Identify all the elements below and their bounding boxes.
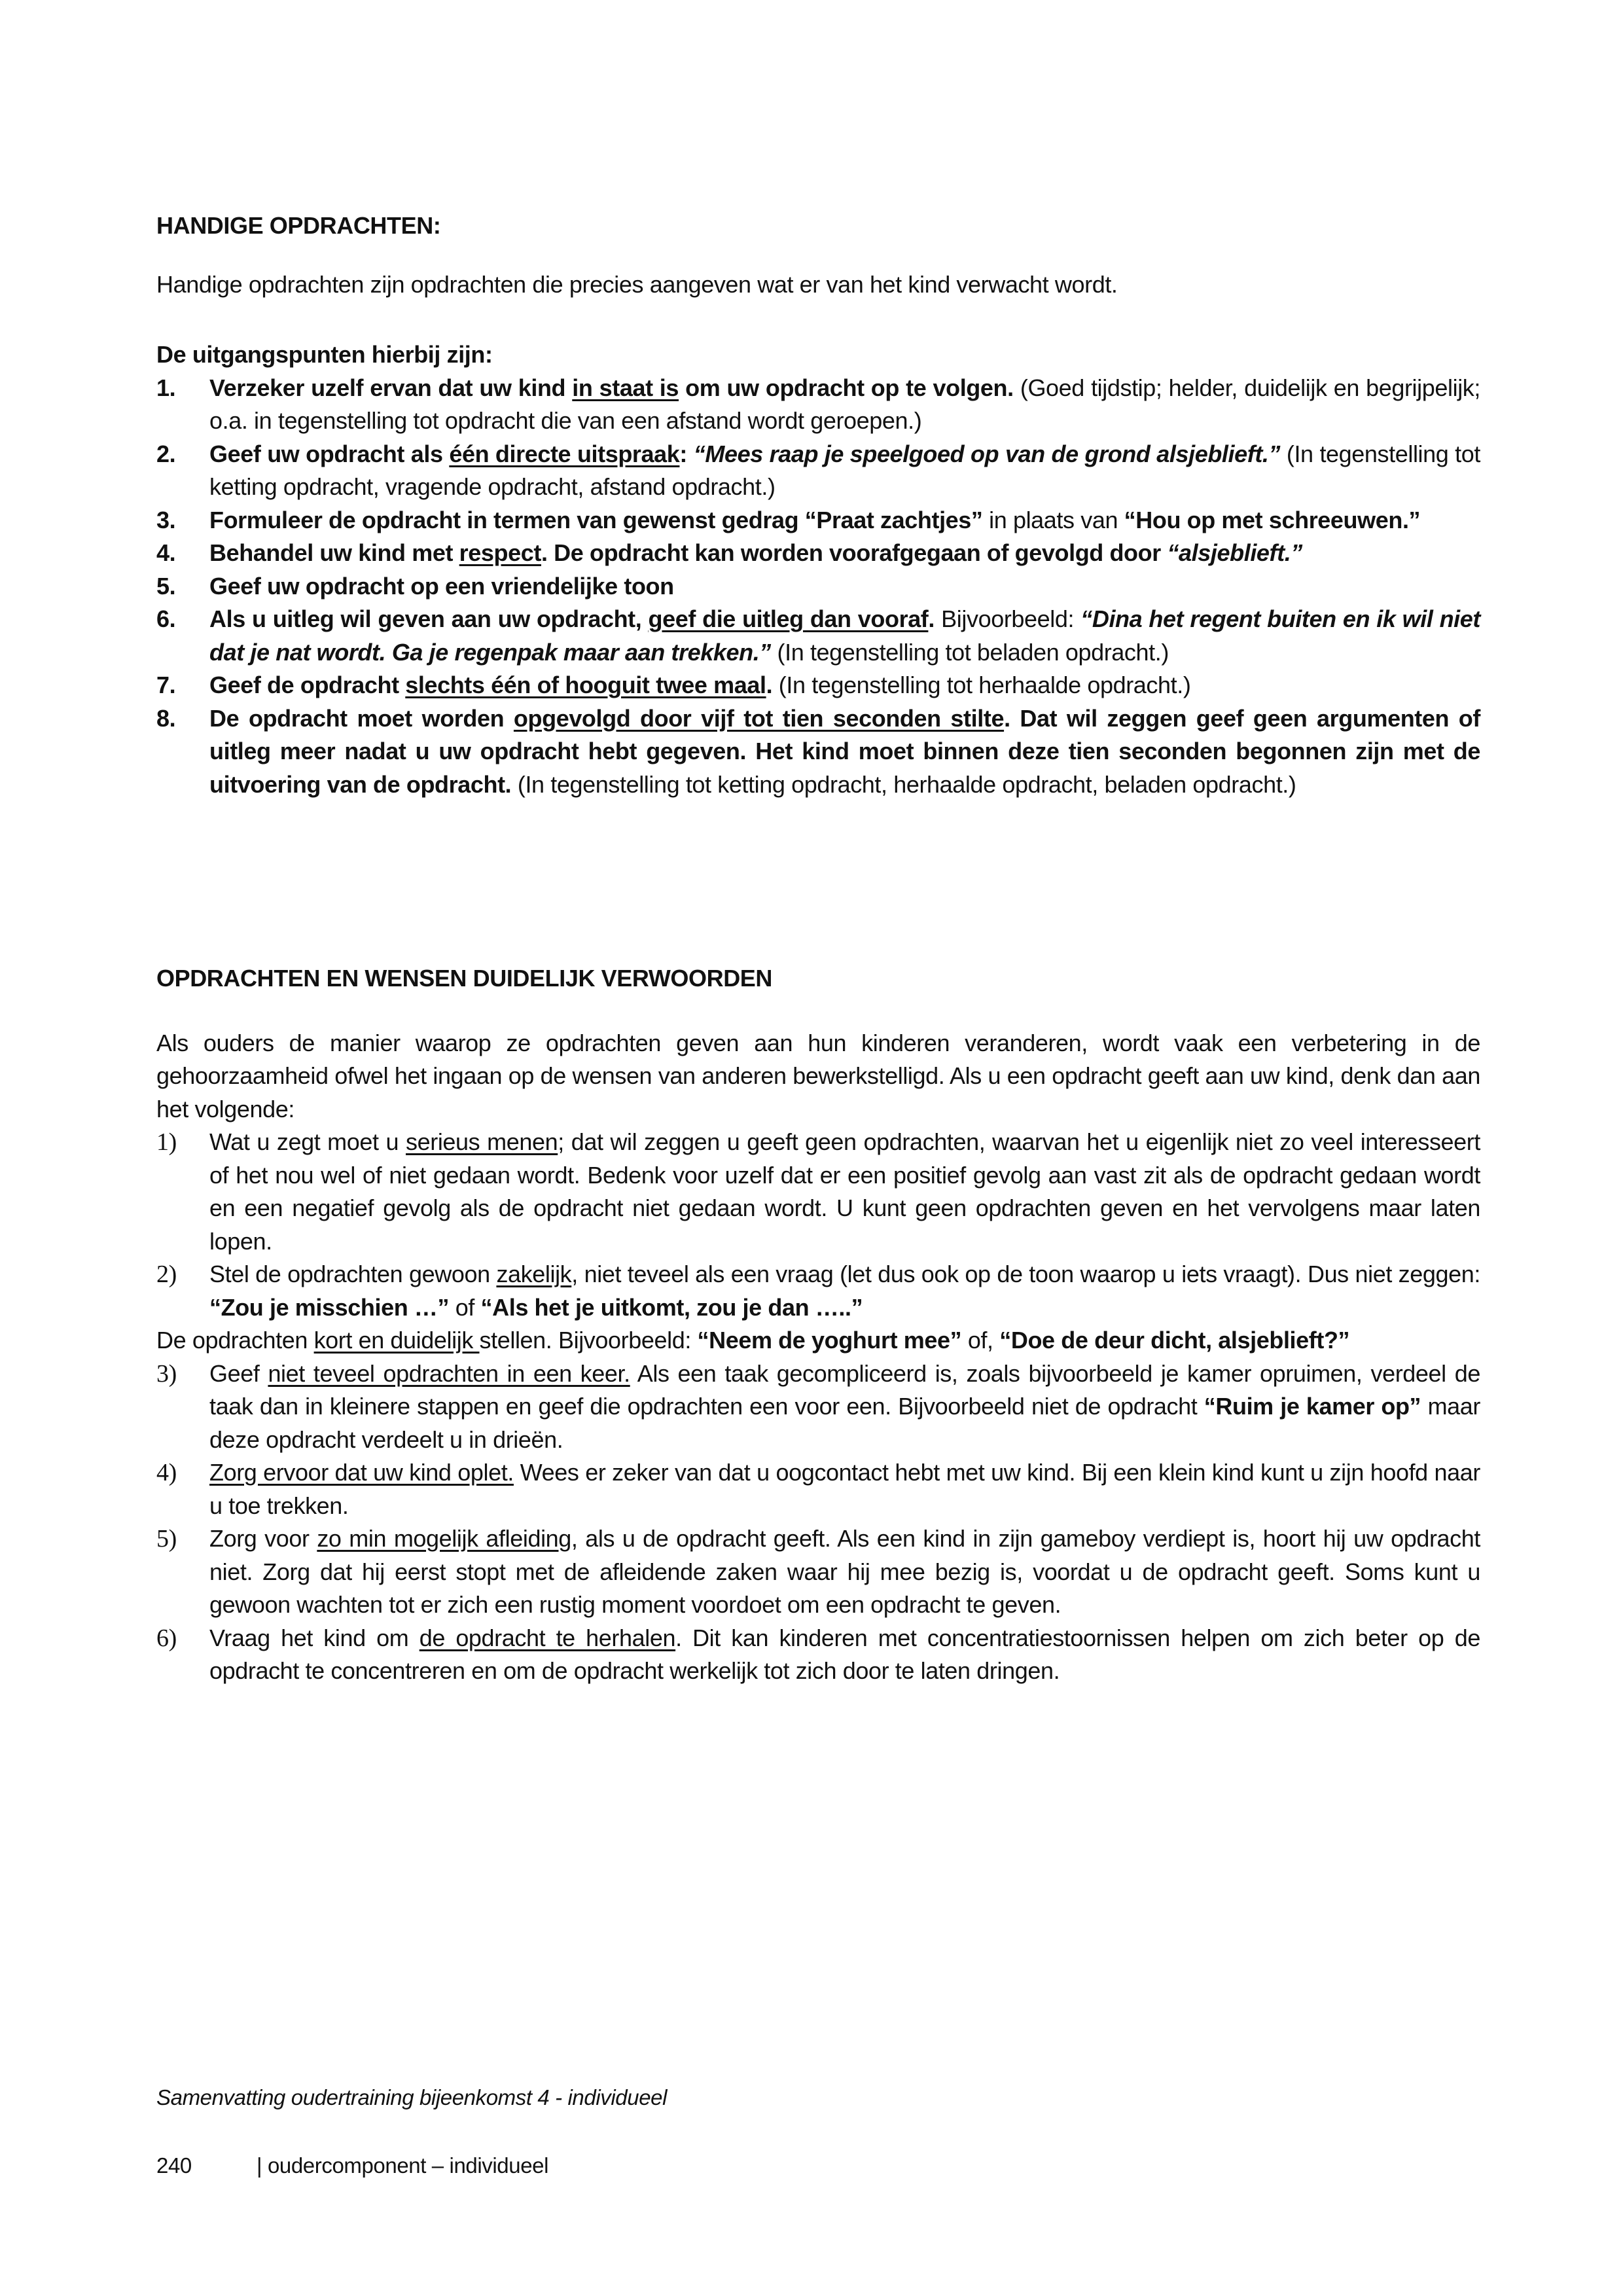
intro-paragraph: Handige opdrachten zijn opdrachten die precies aangeven wat er van het kind verwacht wordt. (156, 270, 1118, 298)
footer-page-info (156, 2153, 549, 2178)
text-segment: Formuleer de opdracht in termen van gewenst gedrag “Praat zachtjes” (209, 506, 983, 533)
list-number: 3. (156, 506, 176, 533)
text-segment: Zorg voor (209, 1525, 317, 1552)
footer-title: Samenvatting oudertraining bijeenkomst 4 - individueel (156, 2085, 668, 2109)
text-segment: slechts één of hooguit twee maal (405, 672, 766, 698)
text-segment: geef die uitleg dan vooraf (648, 605, 929, 632)
text-segment: Wees er zeker van dat u oogcontact hebt met uw kind. Bij een klein kind kunt u zijn hoofd naar u toe trekken. (209, 1459, 1480, 1519)
list-number: 4. (156, 539, 176, 566)
text-segment: respect (459, 539, 541, 566)
text-segment: . Dat wil zeggen geef geen argumenten of uitleg meer nadat u uw opdracht hebt gegeven. Het kind moet binnen deze tien seconden begonnen zijn met de uitvoering van de opdracht. (209, 704, 1480, 798)
text-segment: . (928, 605, 935, 632)
text-segment: Wat u zegt moet u (209, 1128, 406, 1155)
section-heading: OPDRACHTEN EN WENSEN DUIDELIJK VERWOORDEN (156, 965, 773, 992)
text-segment: , niet teveel als een vraag (let dus ook op de toon waarop u iets vraagt). Dus niet zeggen: (571, 1261, 1480, 1287)
text-segment: “Hou op met schreeuwen.” (1124, 506, 1421, 533)
text-segment: Stel de opdrachten gewoon (209, 1261, 497, 1287)
text-segment: (In tegenstelling tot ketting opdracht, vragende opdracht, afstand opdracht.) (209, 440, 1480, 500)
page-number: 240 (156, 2153, 192, 2178)
list-item (156, 702, 1480, 802)
text-segment: “Mees raap je speelgoed op van de grond alsjeblieft.” (693, 440, 1281, 467)
text-segment: (In tegenstelling tot ketting opdracht, herhaalde opdracht, beladen opdracht.) (511, 770, 1296, 798)
text-segment: . De opdracht kan worden voorafgegaan of gevolgd door (541, 539, 1168, 566)
section-heading: HANDIGE OPDRACHTEN: (156, 212, 441, 239)
list-item (156, 603, 1480, 669)
list-number: 3) (156, 1359, 177, 1388)
list-number: 8. (156, 704, 176, 732)
text-segment: “alsjeblieft.” (1167, 539, 1302, 566)
text-segment: in plaats van (982, 506, 1124, 533)
section-handige-opdrachten (156, 209, 1480, 801)
text-segment: Geef (209, 1359, 268, 1387)
text-segment: Verzeker uzelf ervan dat uw kind (209, 374, 573, 401)
text-segment: (In tegenstelling tot herhaalde opdracht.) (772, 672, 1191, 698)
list-number: 1. (156, 374, 176, 401)
list-number: 6) (156, 1624, 177, 1652)
list-item (156, 438, 1480, 504)
text-segment: Als u uitleg wil geven aan uw opdracht, (209, 605, 649, 632)
list-item (156, 1126, 1480, 1258)
list-number: 2. (156, 440, 176, 467)
text-segment: “Doe de deur dicht, alsjeblieft?” (999, 1327, 1350, 1354)
text-segment: serieus menen (406, 1128, 558, 1155)
principles-list (156, 372, 1480, 802)
text-segment: “Ruim je kamer op” (1204, 1393, 1421, 1420)
list-item (156, 1522, 1480, 1622)
list-item (156, 669, 1480, 702)
text-segment: “Neem de yoghurt mee” (697, 1327, 962, 1354)
text-segment: Behandel uw kind met (209, 539, 459, 566)
text-segment: kort en duidelijk (313, 1327, 480, 1354)
list-item (156, 570, 1480, 603)
text-segment: zakelijk (496, 1261, 572, 1287)
text-segment: stellen. Bijvoorbeeld: (479, 1327, 698, 1354)
list-number: 5) (156, 1525, 177, 1552)
list-item (156, 537, 1480, 570)
text-segment: “Als het je uitkomt, zou je dan …..” (480, 1293, 863, 1321)
list-number: 2) (156, 1261, 177, 1288)
subheading: De uitgangspunten hierbij zijn: (156, 341, 493, 368)
text-segment: : (679, 440, 694, 467)
list-number: 5. (156, 572, 176, 600)
text-segment: Als een taak gecompliceerd is, zoals bijvoorbeeld je kamer opruimen, verdeel de taak dan in kleinere stappen en geef die opdrachten een voor een. Bijvoorbeeld niet de opdracht (209, 1359, 1480, 1420)
text-segment: (In tegenstelling tot beladen opdracht.) (770, 638, 1169, 666)
list-item (156, 1324, 1480, 1357)
list-number: 7. (156, 672, 176, 698)
list-number: 4) (156, 1459, 177, 1486)
text-segment: Zorg ervoor dat uw kind oplet. (209, 1459, 514, 1486)
text-segment: De opdrachten (156, 1327, 314, 1354)
list-item (156, 1456, 1480, 1522)
text-segment: . (766, 672, 773, 698)
list-item (156, 1357, 1480, 1457)
section-opdrachten-verwoorden (156, 962, 1480, 1688)
text-segment: maar deze opdracht verdeelt u in drieën. (209, 1393, 1480, 1453)
text-segment: Geef de opdracht (209, 672, 406, 698)
text-segment: Vraag het kind om (209, 1624, 419, 1651)
text-segment: of (449, 1293, 481, 1321)
text-segment: in staat is (572, 374, 679, 401)
text-segment: Bijvoorbeeld: (935, 605, 1081, 632)
text-segment: ; dat wil zeggen u geeft geen opdrachten, waarvan het u eigenlijk niet zo veel interesseert of het nou wel of niet gedaan wordt. Bedenk voor uzelf dat er een positief gevolg aan vast zit als de opdracht gedaan wordt en een negatief gevolg als de opdracht niet gedaan wordt. U kunt geen opdrachten geven en het vervolgens maar laten lopen. (209, 1128, 1480, 1255)
list-item (156, 1622, 1480, 1688)
text-segment: “Zou je misschien …” (209, 1293, 450, 1321)
text-segment: zo min mogelijk afleiding (317, 1525, 571, 1552)
text-segment: Geef uw opdracht als (209, 440, 450, 467)
text-segment: de opdracht te herhalen (419, 1624, 676, 1651)
text-segment: Geef uw opdracht op een vriendelijke toon (209, 572, 674, 600)
list-item (156, 504, 1480, 537)
text-segment: . Dit kan kinderen met concentratiestoornissen helpen om zich beter op de opdracht te concentreren en om de opdracht werkelijk tot zich door te laten dringen. (209, 1624, 1480, 1684)
footer-section: | oudercomponent – individueel (257, 2153, 549, 2178)
list-number: 1) (156, 1128, 177, 1156)
text-segment: De opdracht moet worden (209, 704, 514, 732)
list-number: 6. (156, 605, 176, 632)
text-segment: , als u de opdracht geeft. Als een kind in zijn gameboy verdiept is, hoort hij uw opdracht niet. Zorg dat hij eerst stopt met de afleidende zaken waar hij mee bezig is, voordat u de opdracht geeft. Soms kunt u gewoon wachten tot er zich een rustig moment voordoet om een opdracht te geven. (209, 1525, 1480, 1618)
text-segment: opgevolgd door vijf tot tien seconden stilte (513, 704, 1005, 732)
intro-paragraph: Als ouders de manier waarop ze opdrachten geven aan hun kinderen veranderen, wordt vaak een verbetering in de gehoorzaamheid ofwel het ingaan op de wensen van anderen bewerkstelligd. Als u een opdracht geeft aan uw kind, denk dan aan het volgende: (156, 1029, 1480, 1122)
text-segment: één directe uitspraak (449, 440, 680, 467)
text-segment: of, (961, 1327, 1000, 1354)
list-item (156, 1258, 1480, 1324)
text-segment: niet teveel opdrachten in een keer. (268, 1359, 630, 1387)
text-segment: (Goed tijdstip; helder, duidelijk en begrijpelijk; o.a. in tegenstelling tot opdracht die van een afstand wordt geroepen.) (209, 374, 1480, 434)
text-segment: om uw opdracht op te volgen. (679, 374, 1014, 401)
text-segment: “Dina het regent buiten en ik wil niet dat je nat wordt. Ga je regenpak maar aan trekken.” (209, 605, 1480, 666)
tips-list (156, 1126, 1480, 1688)
list-item (156, 372, 1480, 438)
